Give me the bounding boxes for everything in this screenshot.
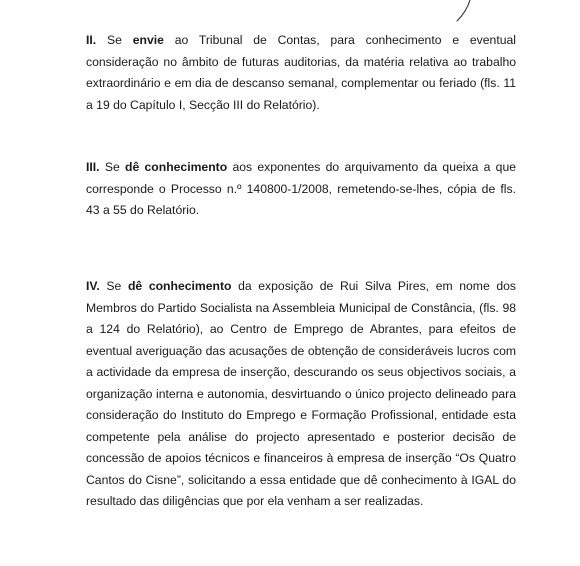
paragraph-iv [86, 276, 516, 513]
item-verb: dê conhecimento [127, 279, 232, 293]
item-intro: Se [106, 279, 122, 293]
item-text: da exposição de Rui Silva Pires, em nome dos Membros do Partido Socialista na Assembleia Municipal de Constância, (fls. 98 a 124 do Relatório), ao Centro de Emprego de Abrantes, para efeitos de eventual averiguação das acusações de obtenção de consideráveis lucros com a actividade da empresa de inserção, descurando os seus objectivos sociais, a organização interna e autonomia, desvirtuando o único projecto delineado para consideração do Instituto do Emprego e Formação Profissional, entidade esta competente pela análise do projecto apresentado e posterior decisão de concessão de apoios técnicos e financeiros à empresa de inserção “Os Quatro Cantos do Cisne”, solicitando a essa entidade que dê conhecimento à IGAL do resultado das diligências que por ela venham a ser realizadas. [86, 279, 517, 508]
item-text: aos exponentes do arquivamento da queixa a que corresponde o Processo n.º 140800-1/2008, remetendo-se-lhes, cópia de fls. 43 a 55 do Relatório. [86, 160, 517, 217]
item-number: II. [86, 33, 97, 47]
item-number: IV. [86, 279, 100, 293]
item-verb: dê conhecimento [125, 160, 228, 174]
item-intro: Se [104, 160, 120, 174]
item-verb: envie [132, 33, 164, 47]
paragraph-ii [86, 30, 516, 116]
item-intro: Se [106, 33, 122, 47]
paragraph-iii [86, 157, 516, 222]
item-text: ao Tribunal de Contas, para conhecimento e eventual consideração no âmbito de futuras auditorias, da matéria relativa ao trabalho extraordinário e em dia de descanso semanal, complementar ou feriado (fls. 11 a 19 do Capítulo I, Secção III do Relatório). [86, 33, 516, 112]
item-number: III. [86, 160, 100, 174]
signature-stroke [448, 0, 478, 24]
